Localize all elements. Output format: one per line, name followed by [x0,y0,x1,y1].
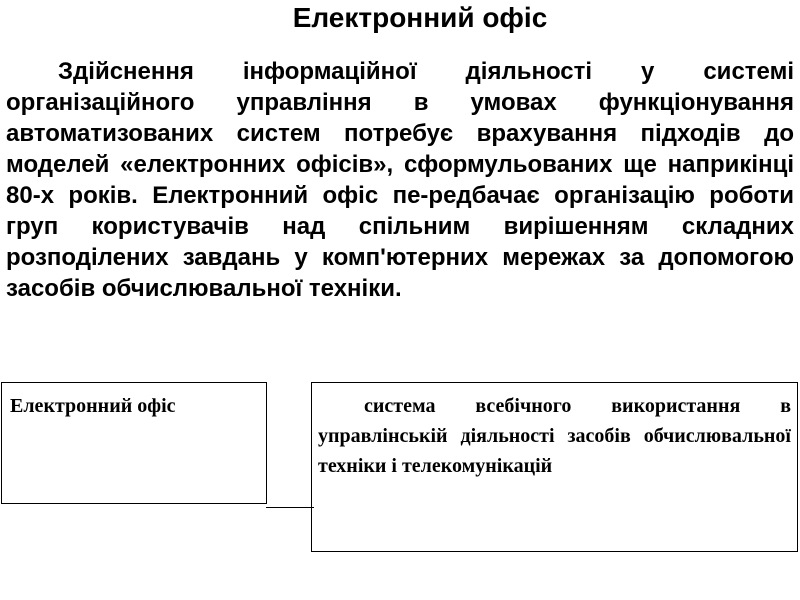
term-label: Електронний офіс [10,395,176,417]
definition-text: система всебічного використання в управлінській діяльності засобів обчислювальної техніки і телекомунікацій [318,395,791,477]
body-paragraph: Здійснення інформаційної діяльності у системі організаційного управління в умовах функціонування автоматизованих систем потребує врахування підходів до моделей «електронних офісів», сформульованих ще наприкінці 80-х років. Електронний офіс пе-редбачає організацію роботи груп користувачів над спільним вирішенням складних розподілених завдань у комп'ютерних мережах за допомогою засобів обчислювальної техніки. [6,58,794,302]
connector-line [266,507,314,508]
slide-title: Електронний офіс [292,2,548,33]
definition-box [311,382,798,552]
term-box [1,382,267,504]
